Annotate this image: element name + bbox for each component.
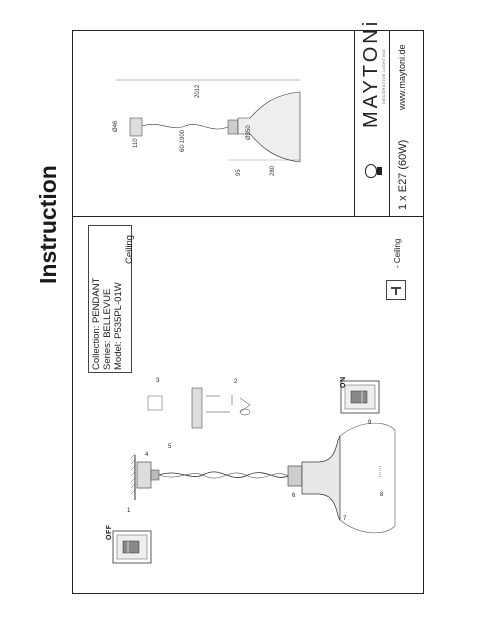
dim-shade-dia: Ø350 bbox=[246, 125, 252, 140]
callout-5: 5 bbox=[168, 444, 172, 450]
dim-canopy-height: 110 bbox=[133, 138, 139, 148]
cable bbox=[159, 472, 288, 478]
model-text: Model: P535PL-01W bbox=[113, 282, 124, 370]
callout-3: 3 bbox=[156, 378, 160, 384]
callout-6: 6 bbox=[292, 493, 296, 499]
switch-off-label: OFF bbox=[106, 524, 113, 540]
brand-tagline: DECORATIVE LIGHTING bbox=[381, 48, 386, 104]
lamp-shade bbox=[302, 423, 395, 533]
dim-shade-height: 280 bbox=[270, 165, 276, 176]
switch-on-label: ON bbox=[340, 376, 347, 388]
lightbulb-icon bbox=[364, 162, 382, 184]
switch-off-illustration bbox=[113, 531, 151, 563]
ceiling-mount-label: - Ceiling bbox=[393, 238, 402, 268]
dim-cable-range: 60-1900 bbox=[180, 129, 186, 152]
dim-canopy-dia: Ø46 bbox=[113, 120, 119, 132]
dim-holder-width: 95 bbox=[236, 169, 242, 176]
callout-7: 7 bbox=[343, 516, 347, 522]
callout-2: 2 bbox=[234, 379, 238, 385]
callout-9: 9 bbox=[368, 420, 372, 426]
dim-total-length: 2012 bbox=[195, 84, 201, 98]
dimension-drawing bbox=[116, 80, 300, 162]
brand-url: www.maytoni.de bbox=[397, 44, 407, 110]
callout-8: 8 bbox=[380, 492, 384, 498]
lamp-holder bbox=[288, 466, 302, 486]
ceiling-surface bbox=[131, 454, 135, 500]
canopy bbox=[137, 462, 159, 488]
bulb-spec: 1 x E27 (60W) bbox=[397, 139, 409, 210]
page-title: Instruction bbox=[35, 165, 61, 284]
series-text: Series: BELLEVUE bbox=[102, 288, 113, 370]
callout-4: 4 bbox=[145, 452, 149, 458]
brand-logo: MAYTONi bbox=[360, 18, 382, 128]
wiring-detail bbox=[148, 388, 250, 428]
callout-1: 1 bbox=[127, 508, 131, 514]
mount-type-text: Ceiling bbox=[124, 234, 135, 264]
collection-text: Collection: PENDANT bbox=[91, 277, 102, 370]
